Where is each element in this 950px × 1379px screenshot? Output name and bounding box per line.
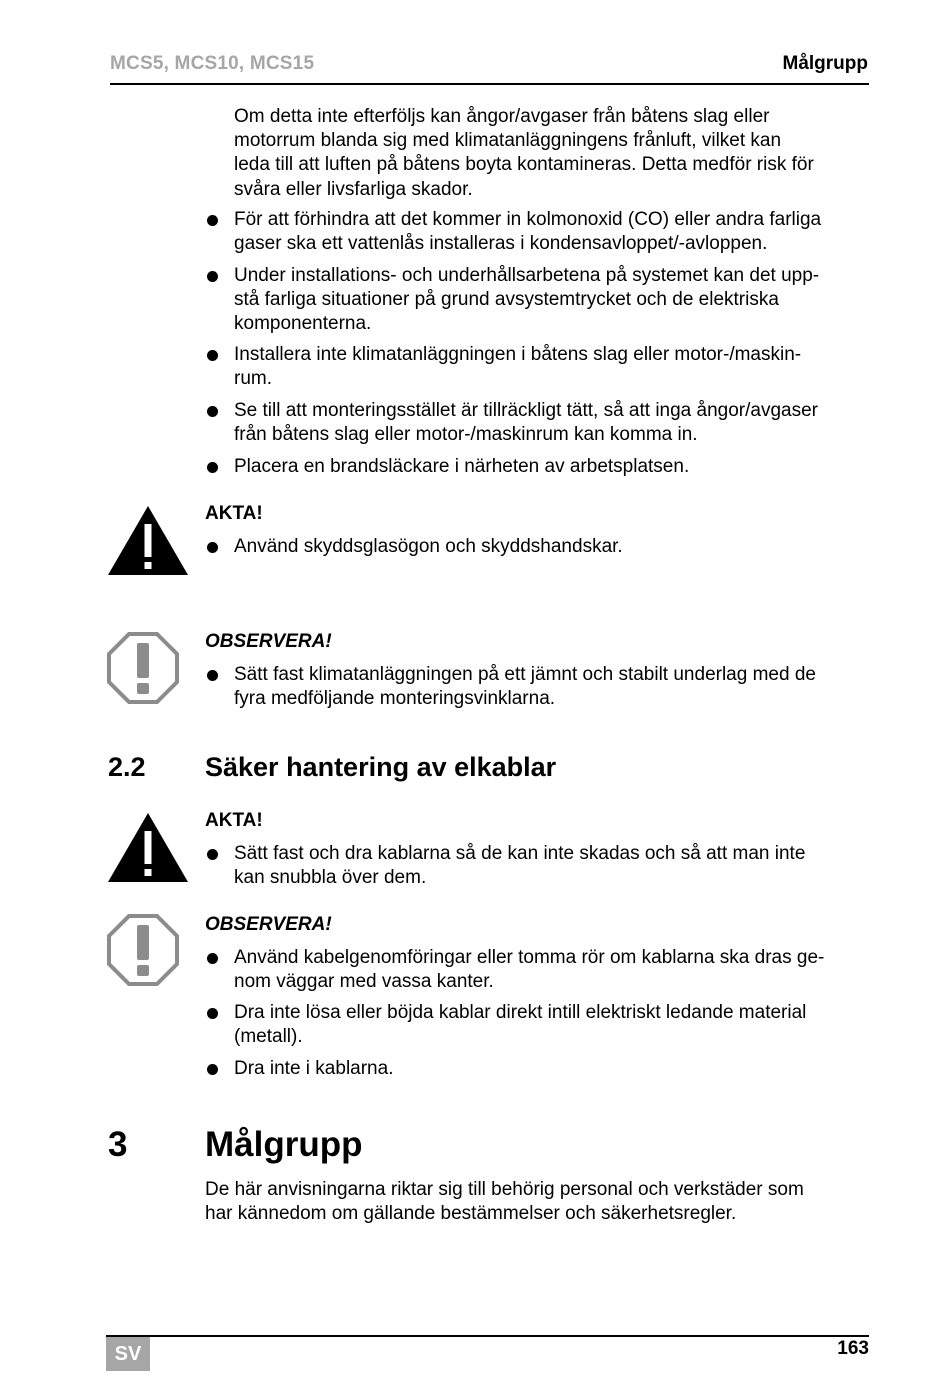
- bullet-icon: [207, 1064, 218, 1075]
- bullet-icon: [207, 350, 218, 361]
- warning-label: AKTA!: [205, 810, 263, 831]
- bullet-icon: [207, 1008, 218, 1019]
- notice-label: OBSERVERA!: [205, 914, 332, 935]
- warning-triangle-icon: [106, 504, 190, 577]
- bullet-icon: [207, 271, 218, 282]
- list-item-text: Använd skyddsglasögon och skyddshandskar.: [234, 536, 623, 557]
- list-item-text: Dra inte lösa eller böjda kablar direkt intill elektriskt ledande material (metall).: [234, 1002, 807, 1048]
- list-item-text: Dra inte i kablarna.: [234, 1058, 394, 1079]
- intro-line: motorrum blanda sig med klimatanläggningens frånluft, vilket kan: [234, 130, 782, 152]
- bullet-icon: [207, 215, 218, 226]
- list-item: [205, 455, 869, 479]
- chapter-body: [205, 1178, 869, 1226]
- warning-triangle-icon: [106, 811, 190, 884]
- bullet-icon: [207, 542, 218, 553]
- list-item-text: Se till att monteringsstället är tillräckligt tätt, så att inga ångor/avgaser från båtens slag eller motor-/maskinrum kan komma in.: [234, 400, 818, 446]
- bullet-icon: [207, 406, 218, 417]
- intro-paragraph: [234, 105, 874, 202]
- intro-line: leda till att luften på båtens boyta kontamineras. Detta medför risk för: [234, 154, 814, 176]
- intro-line: svåra eller livsfarliga skador.: [234, 178, 473, 200]
- list-item: [205, 208, 869, 256]
- section-title: Säker hantering av elkablar: [205, 752, 557, 782]
- body-line: De här anvisningarna riktar sig till behörig personal och verkstäder som: [205, 1179, 804, 1200]
- language-badge: SV: [106, 1337, 150, 1371]
- bullet-icon: [207, 462, 218, 473]
- bullet-icon: [207, 849, 218, 860]
- list-item: [205, 399, 869, 447]
- list-item: [205, 1001, 869, 1049]
- chapter-title: Målgrupp: [205, 1125, 363, 1164]
- list-item-text: Använd kabelgenomföringar eller tomma rör om kablarna ska dras ge- nom väggar med vassa kanter.: [234, 947, 825, 993]
- notice-label: OBSERVERA!: [205, 631, 332, 652]
- notice-octagon-icon: [106, 631, 180, 705]
- bullet-icon: [207, 953, 218, 964]
- list-item: [205, 1057, 869, 1081]
- footer-rule: [106, 1335, 869, 1337]
- body-line: har kännedom om gällande bestämmelser och säkerhetsregler.: [205, 1203, 737, 1225]
- list-item-text: Placera en brandsläckare i närheten av arbetsplatsen.: [234, 456, 690, 477]
- list-item-text: Installera inte klimatanläggningen i båtens slag eller motor-/maskin- rum.: [234, 344, 802, 390]
- list-item-text: Sätt fast klimatanläggningen på ett jämnt och stabilt underlag med de fyra medföljande monteringsvinklarna.: [234, 664, 816, 710]
- list-item-text: För att förhindra att det kommer in kolmonoxid (CO) eller andra farliga gaser ska ett vattenlås installeras i kondensavloppet/-avloppen.: [234, 209, 822, 255]
- bullet-icon: [207, 670, 218, 681]
- list-item-text: Under installations- och underhållsarbetena på systemet kan det upp- stå farliga situationer på grund avsystemtrycket och de elektriska komponenterna.: [234, 265, 820, 335]
- intro-line: Om detta inte efterföljs kan ångor/avgaser från båtens slag eller: [234, 106, 770, 127]
- header-models: MCS5, MCS10, MCS15: [110, 53, 315, 74]
- header-section-title: Målgrupp: [782, 53, 868, 74]
- list-item: [205, 842, 869, 890]
- page-number: 163: [837, 1338, 869, 1359]
- list-item-text: Sätt fast och dra kablarna så de kan inte skadas och så att man inte kan snubbla över dem.: [234, 843, 806, 889]
- list-item: [205, 343, 869, 391]
- notice-octagon-icon: [106, 913, 180, 987]
- list-item: [205, 946, 869, 994]
- warning-label: AKTA!: [205, 503, 263, 524]
- section-number: 2.2: [108, 752, 146, 782]
- list-item: [205, 264, 869, 337]
- chapter-number: 3: [108, 1125, 128, 1164]
- list-item: [205, 535, 869, 559]
- list-item: [205, 663, 869, 711]
- header-rule: [110, 83, 869, 85]
